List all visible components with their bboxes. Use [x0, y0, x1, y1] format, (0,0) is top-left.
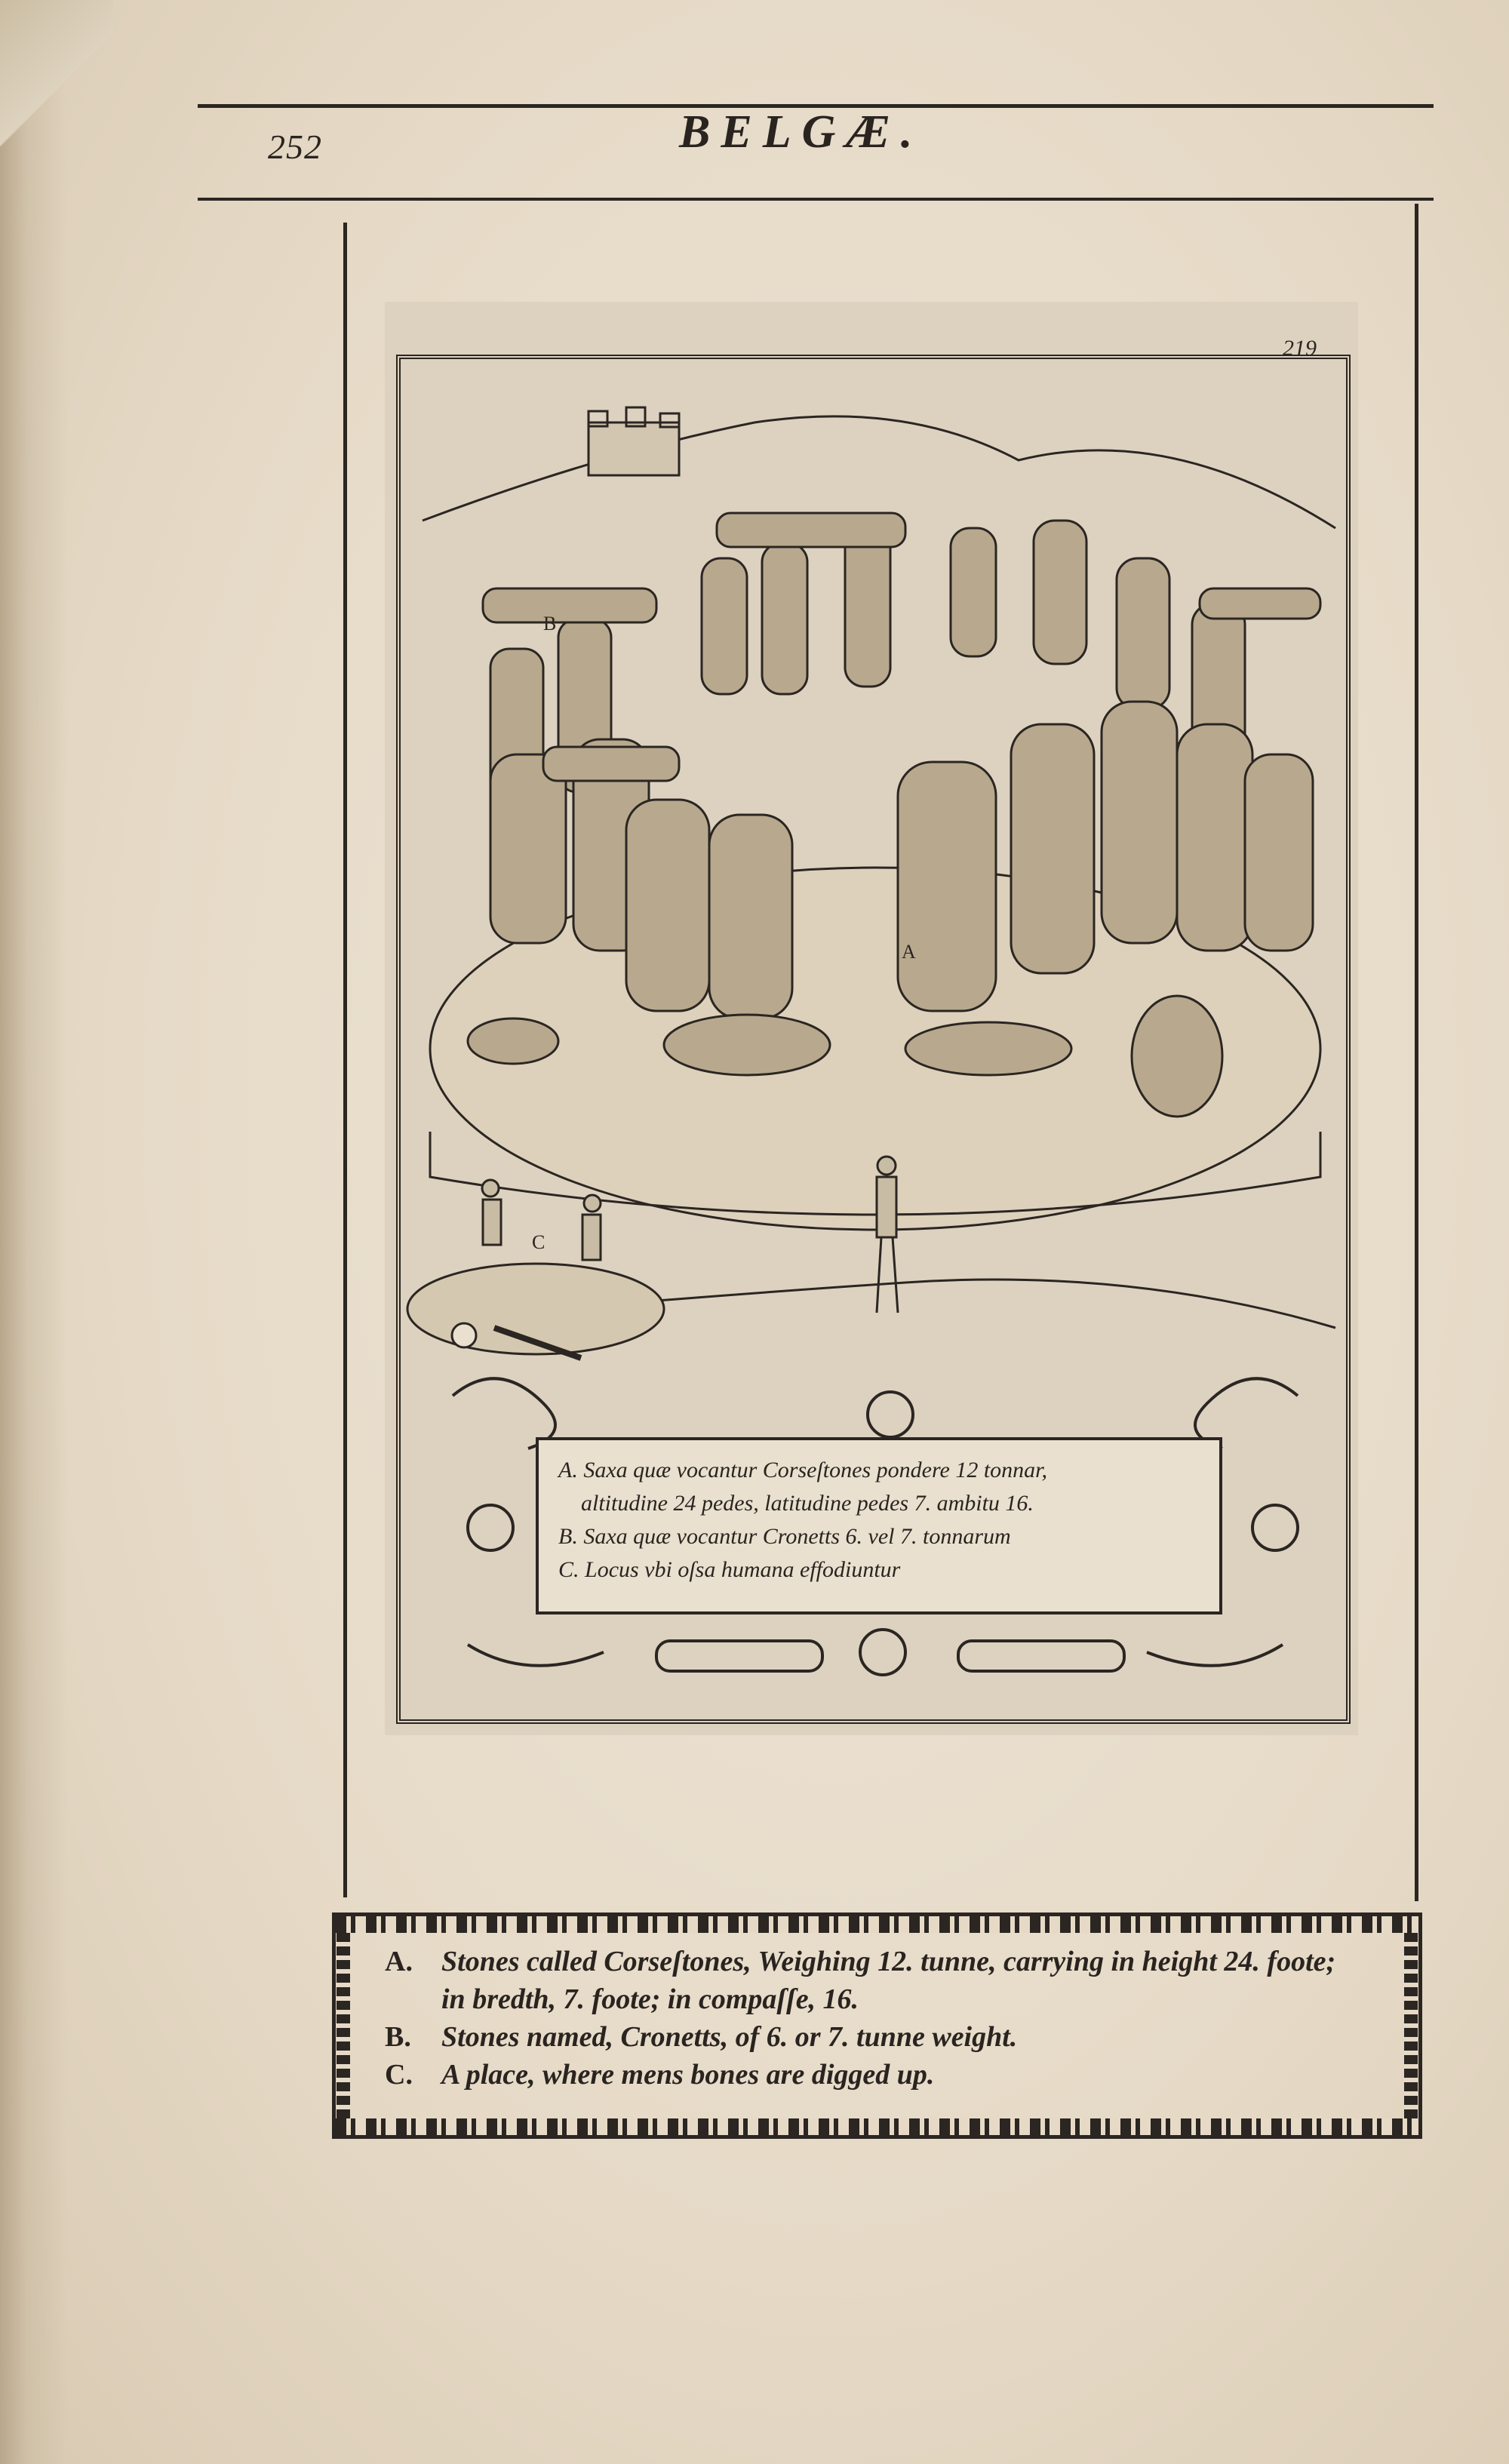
marker-a: A	[902, 941, 916, 963]
standing-stone	[626, 800, 709, 1011]
cartouche-line: altitudine 24 pedes, latitudine pedes 7. ambitu 16.	[581, 1491, 1034, 1516]
plate-number: 219	[1283, 336, 1317, 361]
caption-letter: B.	[385, 2021, 411, 2053]
caption-entry-a	[385, 1943, 1396, 1980]
fallen-stone	[664, 1015, 830, 1075]
page-number: 252	[268, 128, 322, 166]
standing-stone	[1177, 724, 1252, 951]
standing-stone	[951, 528, 996, 656]
caption-border-bottom	[336, 2118, 1418, 2135]
rosette-ornament	[868, 1392, 913, 1437]
lintel-stone	[543, 747, 679, 781]
lintel-stone	[1200, 588, 1320, 619]
caption-entry-c	[385, 2056, 1396, 2094]
caption-letter: C.	[385, 2059, 413, 2091]
standing-figure	[877, 1157, 898, 1313]
caption-entry-a-continued	[385, 1980, 1396, 2018]
caption-entry-b	[385, 2018, 1396, 2056]
marker-b: B	[543, 613, 557, 634]
plate-cartouche	[536, 1437, 1222, 1615]
fallen-stone	[1132, 996, 1222, 1117]
caption-line: A place, where mens bones are digged up.	[441, 2059, 935, 2091]
caption-text	[385, 1943, 1396, 2094]
standing-stone	[845, 528, 890, 687]
lintel-stone	[483, 588, 656, 622]
standing-stone	[1034, 521, 1086, 664]
lintel-stone	[717, 513, 905, 547]
standing-stone	[490, 754, 566, 943]
caption-letter: A.	[385, 1946, 413, 1977]
cartouche-line: A. Saxa quæ vocantur Corseſtones pondere 12 tonnar,	[558, 1458, 1048, 1482]
fallen-stone	[905, 1022, 1071, 1075]
caption-border-top	[336, 1916, 1418, 1933]
digging-figure	[482, 1180, 501, 1245]
standing-stone	[709, 815, 792, 1018]
digging-figure	[582, 1195, 601, 1260]
scroll-ornament	[1147, 1645, 1283, 1666]
standing-stone	[898, 762, 996, 1011]
castle-icon	[589, 407, 679, 475]
ornament-band	[958, 1641, 1124, 1671]
skull-icon	[452, 1323, 476, 1347]
caption-line: in bredth, 7. foote; in compaſſe, 16.	[441, 1983, 859, 2015]
ornament-band	[656, 1641, 822, 1671]
standing-stone	[1117, 558, 1169, 709]
running-title: BELGÆ.	[679, 106, 924, 158]
standing-stone	[762, 543, 807, 694]
caption-border-right	[1404, 1933, 1418, 2118]
standing-stone	[1011, 724, 1094, 973]
caption-line: Stones named, Cronetts, of 6. or 7. tunne weight.	[441, 2021, 1018, 2053]
marker-c: C	[532, 1231, 546, 1253]
caption-line: Stones called Corseſtones, Weighing 12. tunne, carrying in height 24. foote;	[441, 1946, 1336, 1977]
rosette-ornament	[1252, 1505, 1298, 1550]
standing-stone	[702, 558, 747, 694]
cartouche-line: C. Locus vbi oſsa humana effodiuntur	[558, 1557, 901, 1582]
fallen-stone	[468, 1018, 558, 1064]
cartouche-line: B. Saxa quæ vocantur Cronetts 6. vel 7. tonnarum	[558, 1524, 1011, 1549]
rosette-ornament	[468, 1505, 513, 1550]
rosette-ornament	[860, 1630, 905, 1675]
standing-stone	[1245, 754, 1313, 951]
scroll-ornament	[468, 1645, 604, 1666]
caption-border-left	[337, 1933, 350, 2118]
hill	[423, 416, 1335, 528]
standing-stone	[1102, 702, 1177, 943]
